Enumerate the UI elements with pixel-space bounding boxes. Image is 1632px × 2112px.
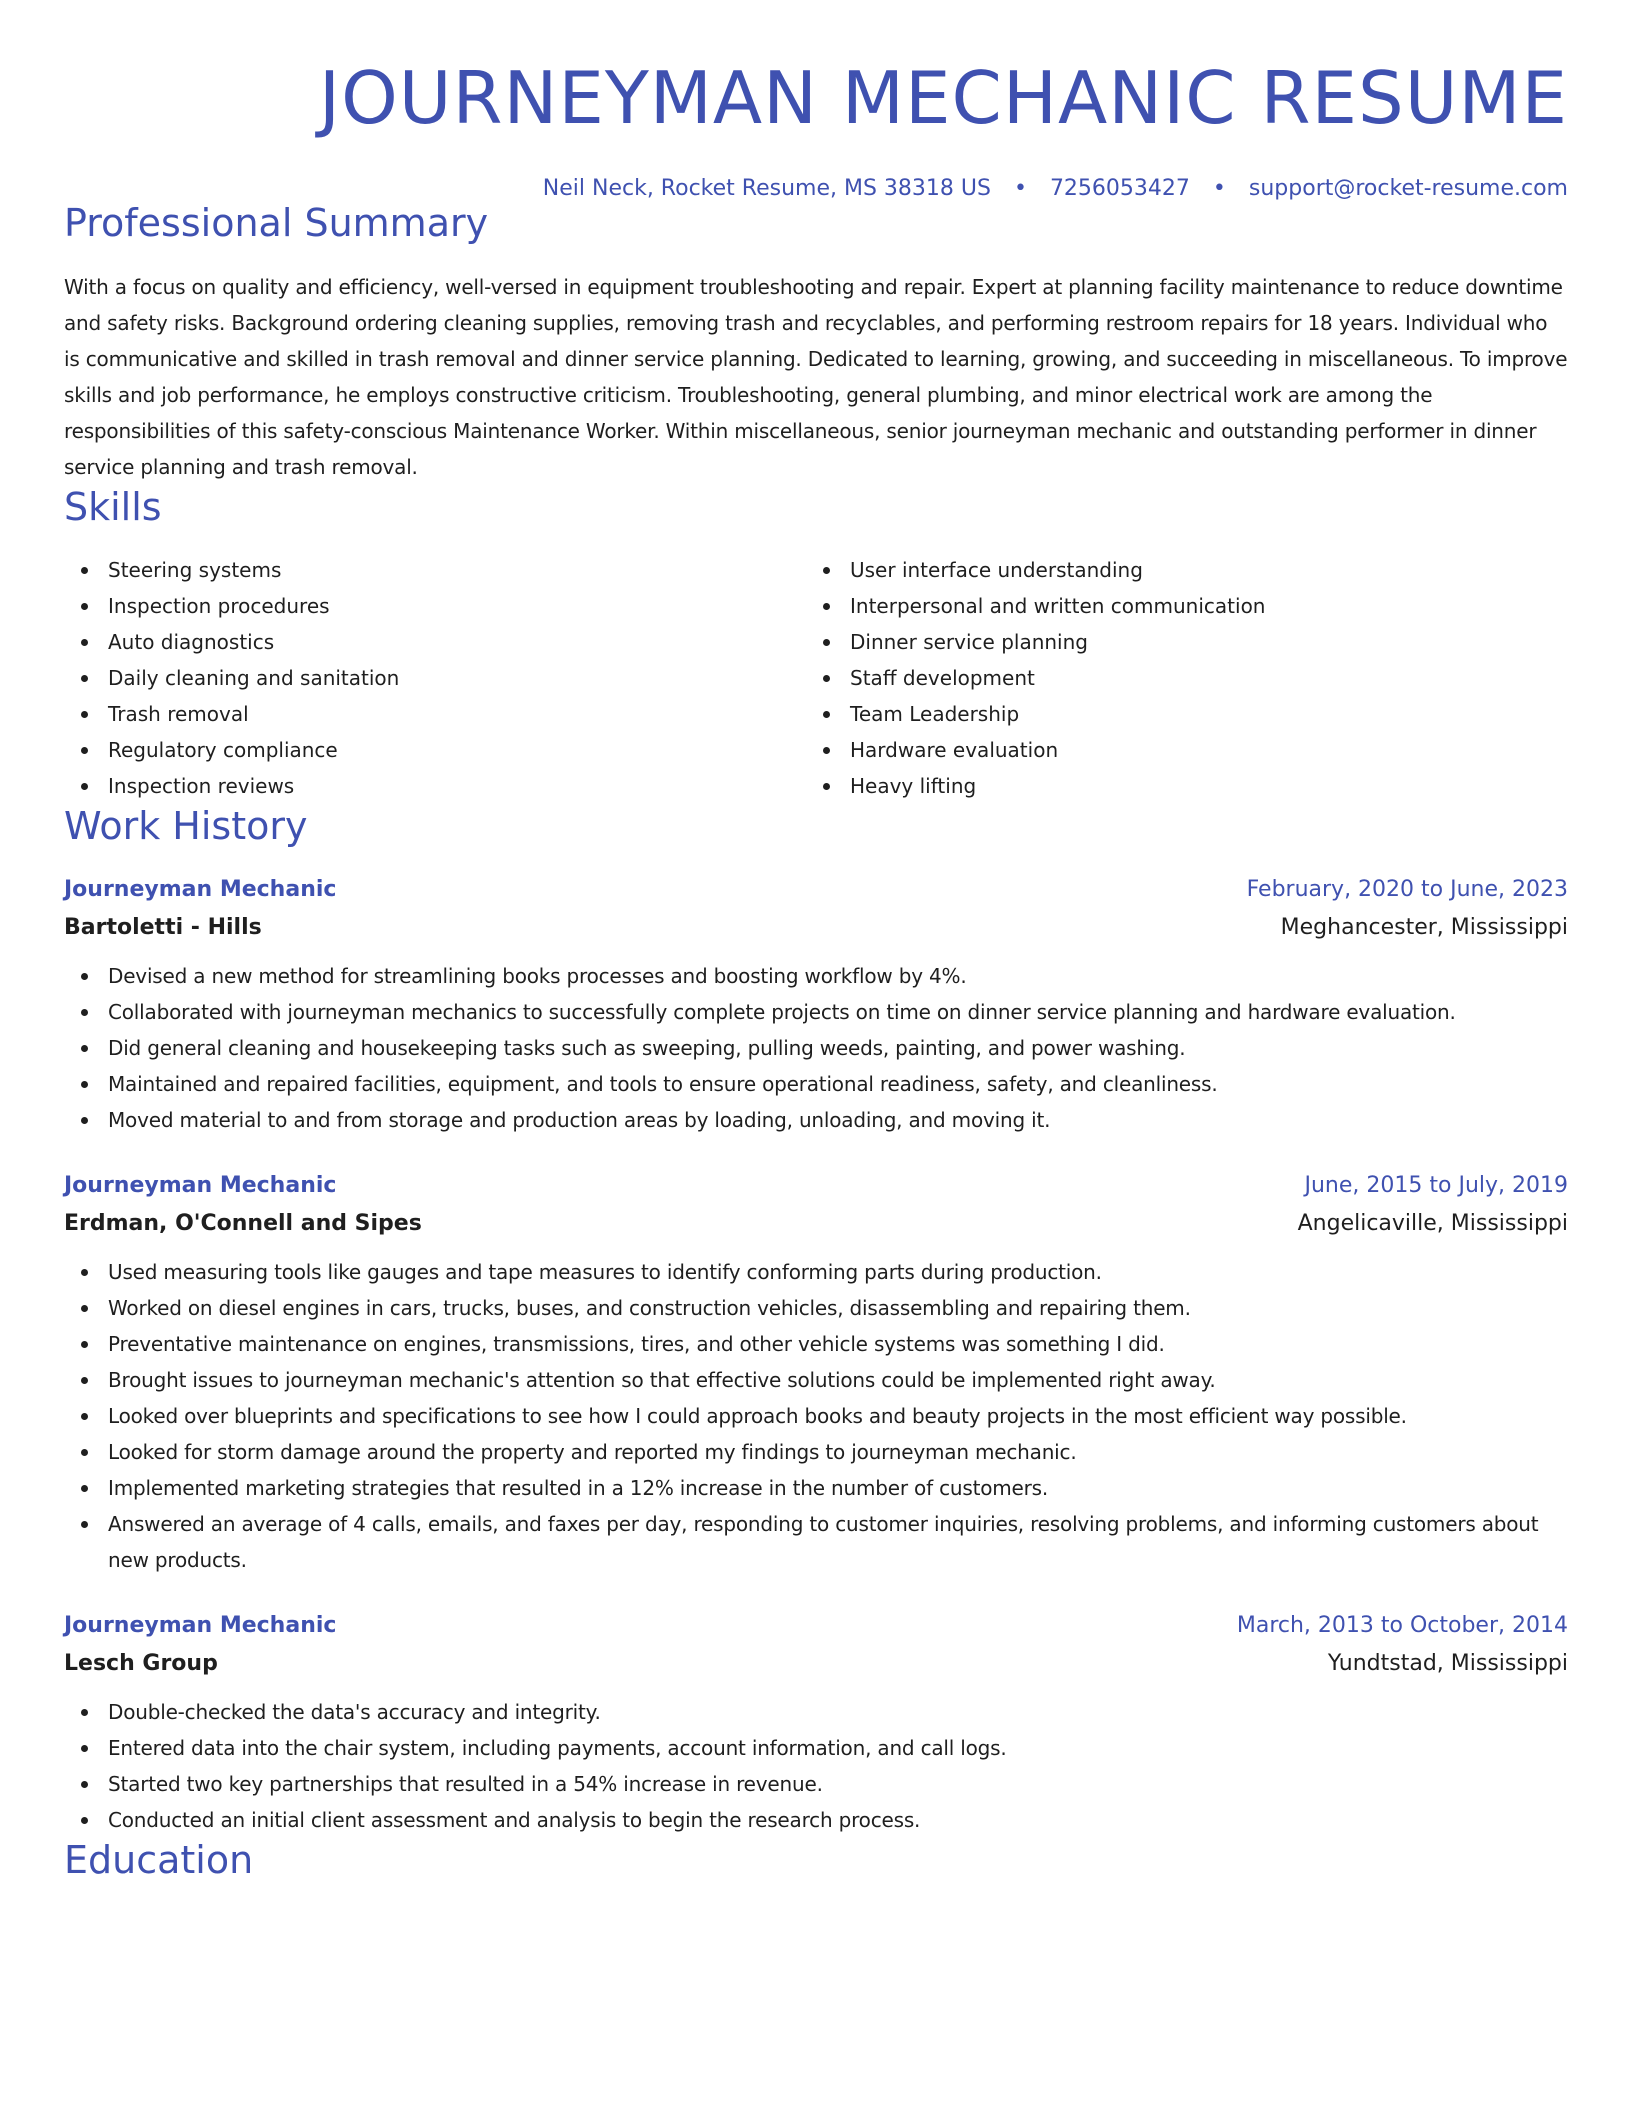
contact-separator: • xyxy=(1013,176,1027,201)
job-bullets xyxy=(64,1694,1568,1838)
skill-item: Auto diagnostics xyxy=(108,624,806,660)
job-company: Bartoletti - Hills xyxy=(64,914,262,940)
job-bullet: Worked on diesel engines in cars, trucks, buses, and construction vehicles, disassembling and repairing them. xyxy=(108,1290,1568,1326)
skill-item: Dinner service planning xyxy=(850,624,1548,660)
work-history-section xyxy=(64,804,1568,1838)
skill-item: Hardware evaluation xyxy=(850,732,1548,768)
skill-item: Interpersonal and written communication xyxy=(850,588,1548,624)
skill-item: Regulatory compliance xyxy=(108,732,806,768)
job-header-row xyxy=(64,1168,1568,1204)
job-entry xyxy=(64,1608,1568,1838)
education-section xyxy=(64,1838,1568,1884)
skills-left-column xyxy=(64,552,806,804)
job-bullet: Devised a new method for streamlining books processes and boosting workflow by 4%. xyxy=(108,958,1568,994)
job-bullet: Used measuring tools like gauges and tape measures to identify conforming parts during production. xyxy=(108,1254,1568,1290)
job-dates: June, 2015 to July, 2019 xyxy=(1304,1172,1568,1198)
job-bullet: Collaborated with journeyman mechanics to successfully complete projects on time on dinner service planning and hardware evaluation. xyxy=(108,994,1568,1030)
job-bullet: Preventative maintenance on engines, transmissions, tires, and other vehicle systems was something I did. xyxy=(108,1326,1568,1362)
job-bullet: Implemented marketing strategies that resulted in a 12% increase in the number of customers. xyxy=(108,1470,1568,1506)
job-entry xyxy=(64,1168,1568,1578)
summary-heading: Professional Summary xyxy=(64,201,489,245)
job-bullet: Looked over blueprints and specifications to see how I could approach books and beauty projects in the most efficient way possible. xyxy=(108,1398,1568,1434)
job-bullet: Double-checked the data's accuracy and integrity. xyxy=(108,1694,1568,1730)
job-bullet: Entered data into the chair system, including payments, account information, and call logs. xyxy=(108,1730,1568,1766)
job-bullet: Brought issues to journeyman mechanic's attention so that effective solutions could be implemented right away. xyxy=(108,1362,1568,1398)
job-title: Journeyman Mechanic xyxy=(64,1172,337,1198)
contact-separator: • xyxy=(1212,176,1226,201)
job-company-row xyxy=(64,908,1568,948)
skill-item: Inspection reviews xyxy=(108,768,806,804)
skill-item: Daily cleaning and sanitation xyxy=(108,660,806,696)
job-company: Erdman, O'Connell and Sipes xyxy=(64,1210,422,1236)
contact-phone[interactable]: 7256053427 xyxy=(1049,176,1190,201)
job-bullets xyxy=(64,1254,1568,1578)
summary-section xyxy=(64,201,1568,485)
job-bullet: Looked for storm damage around the property and reported my findings to journeyman mechanic. xyxy=(108,1434,1568,1470)
skill-item: Team Leadership xyxy=(850,696,1548,732)
job-title: Journeyman Mechanic xyxy=(64,1612,337,1638)
job-company: Lesch Group xyxy=(64,1650,218,1676)
job-bullet: Answered an average of 4 calls, emails, and faxes per day, responding to customer inquiries, resolving problems, and informing customers about new products. xyxy=(108,1506,1568,1578)
job-company-row xyxy=(64,1204,1568,1244)
job-header-row xyxy=(64,872,1568,908)
skill-item: Steering systems xyxy=(108,552,806,588)
skills-heading: Skills xyxy=(64,484,162,529)
job-bullet: Conducted an initial client assessment and analysis to begin the research process. xyxy=(108,1802,1568,1838)
job-title: Journeyman Mechanic xyxy=(64,876,337,902)
job-company-row xyxy=(64,1644,1568,1684)
job-header-row xyxy=(64,1608,1568,1644)
contact-address: Neil Neck, Rocket Resume, MS 38318 US xyxy=(542,176,991,201)
skill-item: Trash removal xyxy=(108,696,806,732)
job-bullets xyxy=(64,958,1568,1138)
skill-item: Heavy lifting xyxy=(850,768,1548,804)
job-bullet: Maintained and repaired facilities, equipment, and tools to ensure operational readiness, safety, and cleanliness. xyxy=(108,1066,1568,1102)
summary-text: With a focus on quality and efficiency, well-versed in equipment troubleshooting and repair. Expert at planning facility maintenance to reduce downtime and safety risks. Background ordering cleaning supplies, removing trash and recyclables, and performing restroom repairs for 18 years. Individual who is communicative and skilled in trash removal and dinner service planning. Dedicated to learning, growing, and succeeding in miscellaneous. To improve skills and job performance, he employs constructive criticism. Troubleshooting, general plumbing, and minor electrical work are among the responsibilities of this safety-conscious Maintenance Worker. Within miscellaneous, senior journeyman mechanic and outstanding performer in dinner service planning and trash removal. xyxy=(64,274,1568,479)
contact-line xyxy=(64,176,1568,201)
skill-item: Staff development xyxy=(850,660,1548,696)
job-dates: March, 2013 to October, 2014 xyxy=(1236,1612,1568,1638)
job-location: Angelicaville, Mississippi xyxy=(1297,1210,1568,1236)
skills-grid xyxy=(64,552,1568,804)
skills-section xyxy=(64,485,1568,805)
work-history-heading: Work History xyxy=(64,804,308,849)
job-bullet: Did general cleaning and housekeeping tasks such as sweeping, pulling weeds, painting, and power washing. xyxy=(108,1030,1568,1066)
skill-item: Inspection procedures xyxy=(108,588,806,624)
job-entry xyxy=(64,872,1568,1138)
job-location: Yundtstad, Mississippi xyxy=(1327,1650,1568,1676)
job-bullet: Started two key partnerships that resulted in a 54% increase in revenue. xyxy=(108,1766,1568,1802)
contact-email[interactable]: support@rocket-resume.com xyxy=(1248,176,1568,201)
skills-right-column xyxy=(806,552,1548,804)
skill-item: User interface understanding xyxy=(850,552,1548,588)
resume-title: JOURNEYMAN MECHANIC RESUME xyxy=(318,56,1568,140)
job-dates: February, 2020 to June, 2023 xyxy=(1246,876,1568,902)
job-bullet: Moved material to and from storage and production areas by loading, unloading, and moving it. xyxy=(108,1102,1568,1138)
job-location: Meghancester, Mississippi xyxy=(1280,914,1568,940)
resume-page xyxy=(64,0,1568,1883)
education-heading: Education xyxy=(64,1837,254,1882)
